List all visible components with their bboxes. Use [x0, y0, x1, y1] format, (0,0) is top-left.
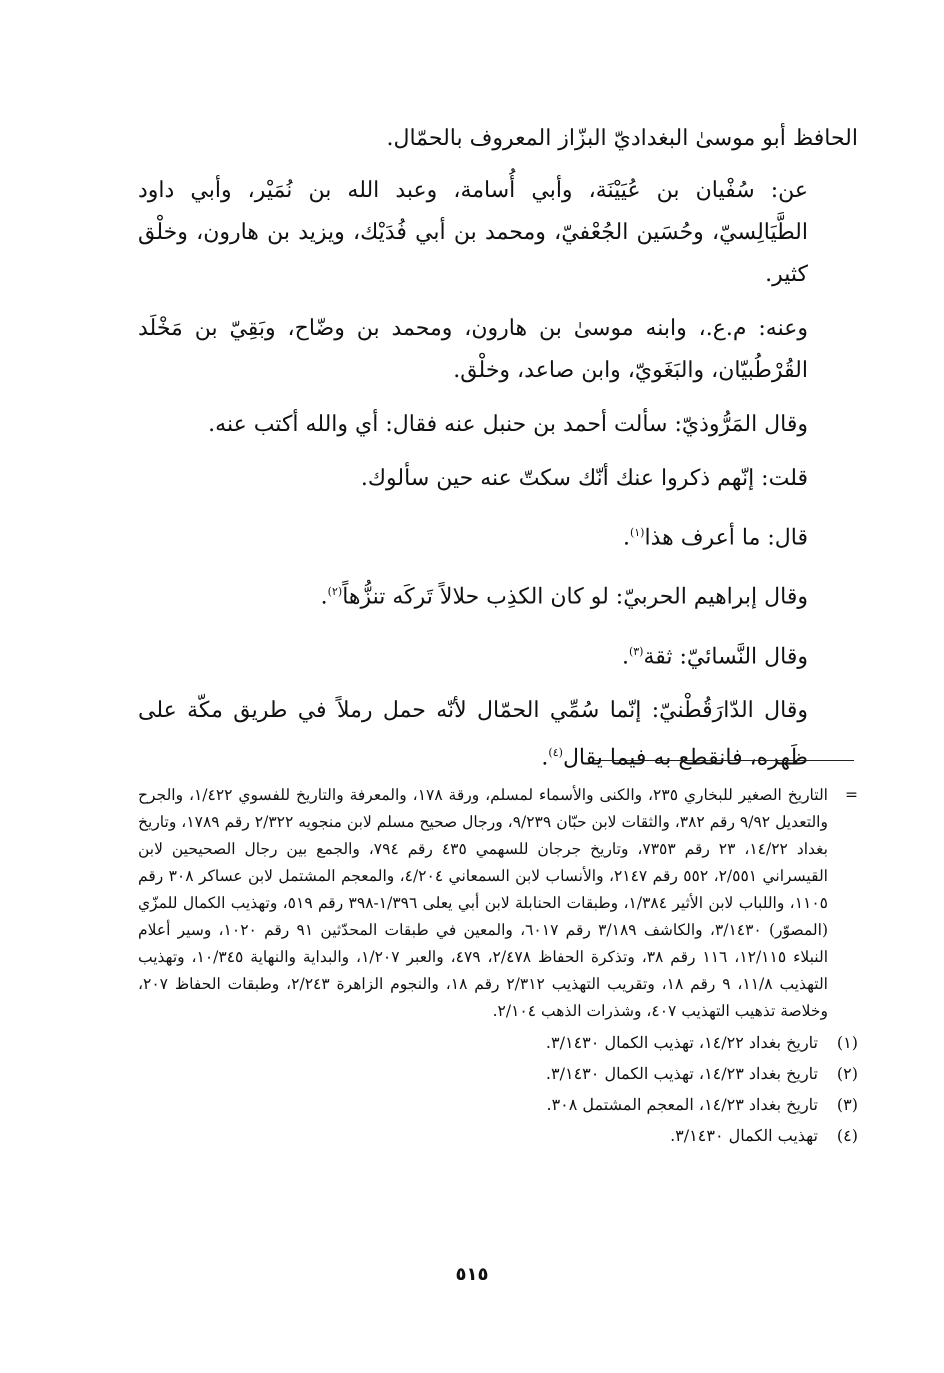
footnote-text: تاريخ بغداد ١٤/٢٣، تهذيب الكمال ٣/١٤٣٠. — [545, 1064, 818, 1083]
footnote-list — [138, 1027, 858, 1151]
footnotes — [138, 782, 858, 1151]
paragraph-8 — [138, 631, 858, 678]
paragraph-4 — [138, 404, 858, 446]
text-line: وعنه: م.ع.، وابنه موسىٰ بن هارون، ومحمد بن وضّاح، وبَقِيّ بن مَخْلَد القُرْطُبيّان، والبَغَويّ، وابن صاعد، وخلْق. — [138, 316, 808, 383]
footnote-number: (٤) — [836, 1126, 858, 1145]
text-line: وقال إبراهيم الحربيّ: لو كان الكذِب حلالاً تَركَه تنزُّهاً — [342, 584, 808, 610]
footnote-text: تاريخ بغداد ١٤/٢٣، المعجم المشتمل ٣٠٨. — [546, 1095, 818, 1114]
main-text — [138, 118, 858, 791]
footnote-ref: (٤) — [548, 745, 563, 759]
paragraph-2 — [138, 170, 858, 296]
paragraph-7 — [138, 571, 858, 618]
footnote-continuation — [138, 782, 858, 1025]
paragraph-5 — [138, 458, 858, 500]
text-line: وقال الدّارَقُطْنيّ: إنّما سُمِّي الحمّال لأنّه حمل رملاً في طريق مكّة على ظَهره، فانقطع به فيما يقال — [138, 697, 808, 771]
text-end: . — [541, 745, 549, 771]
footnote-item — [138, 1120, 858, 1151]
footnote-item — [138, 1027, 858, 1058]
text-line: عن: سُفْيان بن عُيَيْنَة، وأبي أُسامة، وعبد الله بن نُمَيْر، وأبي داود الطَّيَالِسيّ، وحُسَين الجُعْفيّ، ومحمد بن أبي فُدَيْك، ويزيد بن هارون، وخلْق كثير. — [138, 178, 808, 287]
footnote-number: (٣) — [836, 1095, 858, 1114]
paragraph-9 — [138, 690, 858, 779]
paragraph-3 — [138, 308, 858, 392]
footnote-ref: (٣) — [628, 644, 644, 658]
footnote-number: (٢) — [836, 1064, 858, 1083]
paragraph-6 — [138, 512, 858, 559]
footnote-text: تاريخ بغداد ١٤/٢٢، تهذيب الكمال ٣/١٤٣٠. — [545, 1033, 818, 1052]
text-end: . — [622, 525, 630, 551]
footnote-item — [138, 1058, 858, 1089]
footnote-ref: (١) — [629, 526, 645, 539]
text-line: الحافظ أبو موسىٰ البغداديّ البزّاز المعروف بالحمّال. — [386, 126, 858, 151]
footnote-number: (١) — [836, 1033, 858, 1052]
text-line: قلت: إنّهم ذكروا عنك أنّك سكتّ عنه حين سألوك. — [360, 466, 808, 491]
text-line: قال: ما أعرف هذا — [644, 525, 808, 551]
text-line: وقال النَّسائيّ: ثقة — [643, 643, 808, 669]
continuation-text: التاريخ الصغير للبخاري ٢٣٥، والكنى والأسماء لمسلم، ورقة ١٧٨، والمعرفة والتاريخ للفسوي ١/٤٢٢، والجرح والتعديل ٩/٩٢ رقم ٣٨٢، والثقات لابن حبّان ٩/٢٣٩، ورجال صحيح مسلم لابن منجويه ٢/٣٢٢ رقم ١٧٨٩، وتاريخ بغداد ١٤/٢٢، ٢٣ رقم ٧٣٥٣، وتاريخ جرجان للسهمي ٤٣٥ رقم ٧٩٤، والجمع بين رجال الصحيحين لابن القيسراني ٢/٥٥١، ٥٥٢ رقم ٢١٤٧، والأنساب لابن السمعاني ٤/٢٠٤، والمعجم المشتمل لابن عساكر ٣٠٨ رقم ١١٠٥، واللباب لابن الأثير ١/٣٨٤، وطبقات الحنابلة لابن أبي يعلى ١/٣٩٦-٣٩٨ رقم ٥١٩، وتهذيب الكمال للمزّي (المصوّر) ٣/١٤٣٠، والكاشف ٣/١٨٩ رقم ٦٠١٧، والمعين في طبقات المحدّثين ٩١ رقم ١٠٢٠، وسير أعلام النبلاء ١٢/١١٥، ١١٦ رقم ٣٨، وتذكرة الحفاظ ٢/٤٧٨، ٤٧٩، والعبر ١/٢٠٧، والبداية والنهاية ١٠/٣٤٥، وتهذيب التهذيب ١١/٨، ٩ رقم ١٨، وتقريب التهذيب ٢/٣١٢ رقم ١٨، والنجوم الزاهرة ٢/٢٤٣، وطبقات الحفاظ ٢٠٧، وخلاصة تذهيب التهذيب ٤٠٧، وشذرات الذهب ٢/١٠٤. — [138, 786, 828, 1020]
continuation-mark: = — [845, 786, 858, 804]
footnote-divider — [592, 760, 854, 761]
page-number: ٥١٥ — [455, 1264, 489, 1285]
paragraph-1 — [138, 118, 858, 160]
text-end: . — [320, 584, 328, 610]
text-line: وقال المَرُّوذيّ: سألت أحمد بن حنبل عنه فقال: أي والله أكتب عنه. — [208, 412, 808, 437]
text-end: . — [621, 643, 629, 669]
footnote-text: تهذيب الكمال ٣/١٤٣٠. — [670, 1126, 818, 1145]
footnote-item — [138, 1089, 858, 1120]
footnote-ref: (٢) — [327, 585, 343, 599]
